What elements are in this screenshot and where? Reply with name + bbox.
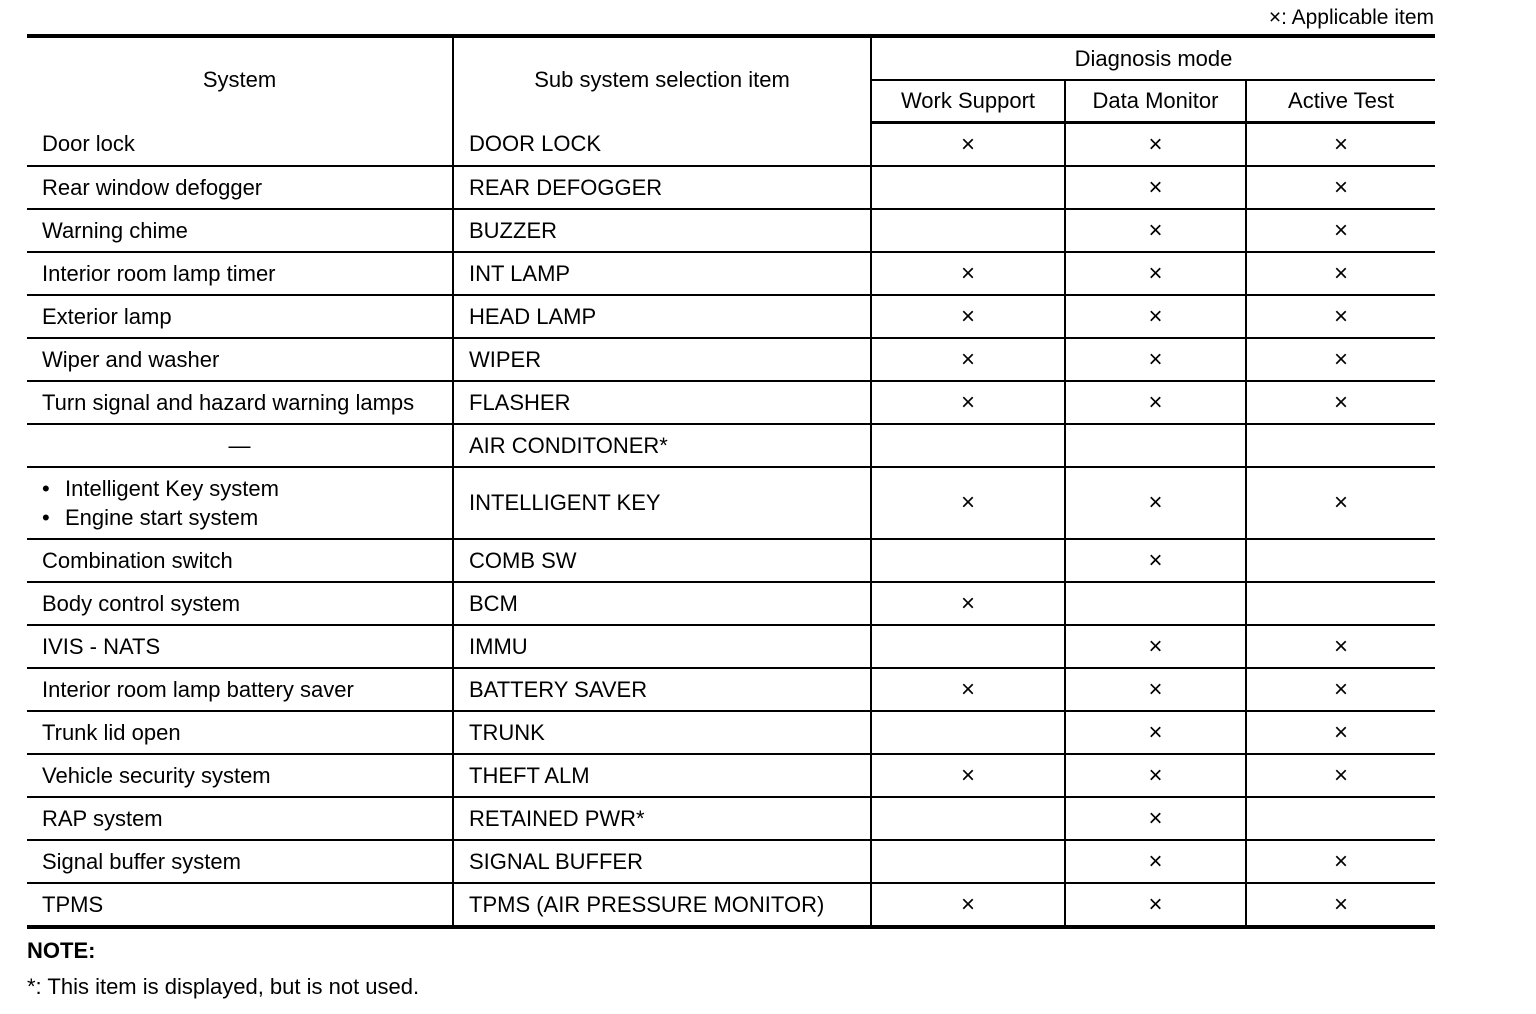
table-row	[27, 840, 1435, 883]
data-monitor-mark: ×	[1065, 840, 1246, 883]
table-row	[27, 123, 1435, 167]
active-test-mark: ×	[1246, 467, 1435, 539]
system-cell: TPMS	[27, 883, 453, 927]
table-row	[27, 625, 1435, 668]
sub-system-cell: TPMS (AIR PRESSURE MONITOR)	[453, 883, 871, 927]
system-cell: Combination switch	[27, 539, 453, 582]
table-body	[27, 123, 1435, 928]
data-monitor-mark: ×	[1065, 295, 1246, 338]
data-monitor-mark: ×	[1065, 668, 1246, 711]
data-monitor-mark: ×	[1065, 338, 1246, 381]
sub-system-cell: DOOR LOCK	[453, 123, 871, 167]
table-row	[27, 381, 1435, 424]
sub-system-cell: THEFT ALM	[453, 754, 871, 797]
system-cell	[27, 467, 453, 539]
work-support-mark: ×	[871, 754, 1065, 797]
system-cell: Vehicle security system	[27, 754, 453, 797]
data-monitor-mark: ×	[1065, 625, 1246, 668]
work-support-mark: ×	[871, 467, 1065, 539]
active-test-mark: ×	[1246, 252, 1435, 295]
work-support-mark	[871, 840, 1065, 883]
sub-system-cell: TRUNK	[453, 711, 871, 754]
system-cell: Wiper and washer	[27, 338, 453, 381]
system-cell: Warning chime	[27, 209, 453, 252]
header-data-monitor: Data Monitor	[1065, 80, 1246, 123]
table-row	[27, 209, 1435, 252]
table-row	[27, 424, 1435, 467]
system-bullet-item: • Engine start system	[42, 503, 452, 532]
system-cell: Interior room lamp battery saver	[27, 668, 453, 711]
diagnosis-mode-table	[27, 34, 1435, 929]
table-row	[27, 711, 1435, 754]
active-test-mark	[1246, 539, 1435, 582]
active-test-mark: ×	[1246, 338, 1435, 381]
data-monitor-mark: ×	[1065, 711, 1246, 754]
system-cell: Exterior lamp	[27, 295, 453, 338]
active-test-mark: ×	[1246, 123, 1435, 167]
data-monitor-mark: ×	[1065, 754, 1246, 797]
applicable-item-legend: ×: Applicable item	[1268, 6, 1434, 29]
work-support-mark: ×	[871, 381, 1065, 424]
table-row	[27, 252, 1435, 295]
data-monitor-mark: ×	[1065, 209, 1246, 252]
sub-system-cell: BCM	[453, 582, 871, 625]
sub-system-cell: BUZZER	[453, 209, 871, 252]
sub-system-cell: RETAINED PWR*	[453, 797, 871, 840]
work-support-mark	[871, 424, 1065, 467]
note-text: *: This item is displayed, but is not used.	[27, 974, 420, 999]
system-cell: Rear window defogger	[27, 166, 453, 209]
header-system: System	[27, 36, 453, 123]
table-header	[27, 36, 1435, 123]
data-monitor-mark	[1065, 424, 1246, 467]
sub-system-cell: SIGNAL BUFFER	[453, 840, 871, 883]
work-support-mark	[871, 711, 1065, 754]
header-sub-system: Sub system selection item	[453, 36, 871, 123]
sub-system-cell: COMB SW	[453, 539, 871, 582]
table-row	[27, 582, 1435, 625]
data-monitor-mark: ×	[1065, 883, 1246, 927]
active-test-mark: ×	[1246, 668, 1435, 711]
active-test-mark: ×	[1246, 840, 1435, 883]
header-active-test: Active Test	[1246, 80, 1435, 123]
work-support-mark	[871, 539, 1065, 582]
table-row	[27, 539, 1435, 582]
header-work-support: Work Support	[871, 80, 1065, 123]
active-test-mark: ×	[1246, 209, 1435, 252]
work-support-mark: ×	[871, 668, 1065, 711]
table-row	[27, 754, 1435, 797]
sub-system-cell: INTELLIGENT KEY	[453, 467, 871, 539]
system-bullet-item: • Intelligent Key system	[42, 474, 452, 503]
sub-system-cell: IMMU	[453, 625, 871, 668]
data-monitor-mark: ×	[1065, 123, 1246, 167]
work-support-mark	[871, 209, 1065, 252]
table-row	[27, 883, 1435, 927]
data-monitor-mark: ×	[1065, 252, 1246, 295]
active-test-mark: ×	[1246, 883, 1435, 927]
system-cell: —	[27, 424, 453, 467]
active-test-mark: ×	[1246, 166, 1435, 209]
work-support-mark: ×	[871, 252, 1065, 295]
sub-system-cell: FLASHER	[453, 381, 871, 424]
system-cell: Door lock	[27, 123, 453, 167]
active-test-mark: ×	[1246, 295, 1435, 338]
work-support-mark	[871, 166, 1065, 209]
active-test-mark: ×	[1246, 711, 1435, 754]
system-cell: RAP system	[27, 797, 453, 840]
sub-system-cell: INT LAMP	[453, 252, 871, 295]
sub-system-cell: AIR CONDITONER*	[453, 424, 871, 467]
system-bullet-list	[42, 474, 452, 532]
work-support-mark: ×	[871, 582, 1065, 625]
active-test-mark: ×	[1246, 381, 1435, 424]
system-cell: IVIS - NATS	[27, 625, 453, 668]
active-test-mark: ×	[1246, 625, 1435, 668]
table-row	[27, 338, 1435, 381]
active-test-mark	[1246, 582, 1435, 625]
active-test-mark	[1246, 424, 1435, 467]
system-cell: Signal buffer system	[27, 840, 453, 883]
table-row	[27, 467, 1435, 539]
active-test-mark	[1246, 797, 1435, 840]
note-title: NOTE:	[27, 938, 96, 963]
sub-system-cell: BATTERY SAVER	[453, 668, 871, 711]
data-monitor-mark: ×	[1065, 797, 1246, 840]
active-test-mark: ×	[1246, 754, 1435, 797]
system-cell: Interior room lamp timer	[27, 252, 453, 295]
table-row	[27, 797, 1435, 840]
data-monitor-mark: ×	[1065, 467, 1246, 539]
system-cell: Turn signal and hazard warning lamps	[27, 381, 453, 424]
work-support-mark: ×	[871, 883, 1065, 927]
data-monitor-mark: ×	[1065, 381, 1246, 424]
sub-system-cell: HEAD LAMP	[453, 295, 871, 338]
data-monitor-mark: ×	[1065, 166, 1246, 209]
system-cell: Trunk lid open	[27, 711, 453, 754]
table-row	[27, 295, 1435, 338]
table-row	[27, 166, 1435, 209]
table-row	[27, 668, 1435, 711]
work-support-mark	[871, 797, 1065, 840]
data-monitor-mark: ×	[1065, 539, 1246, 582]
work-support-mark: ×	[871, 123, 1065, 167]
sub-system-cell: REAR DEFOGGER	[453, 166, 871, 209]
work-support-mark: ×	[871, 295, 1065, 338]
data-monitor-mark	[1065, 582, 1246, 625]
header-diagnosis-mode: Diagnosis mode	[871, 36, 1435, 80]
work-support-mark	[871, 625, 1065, 668]
sub-system-cell: WIPER	[453, 338, 871, 381]
system-cell: Body control system	[27, 582, 453, 625]
work-support-mark: ×	[871, 338, 1065, 381]
